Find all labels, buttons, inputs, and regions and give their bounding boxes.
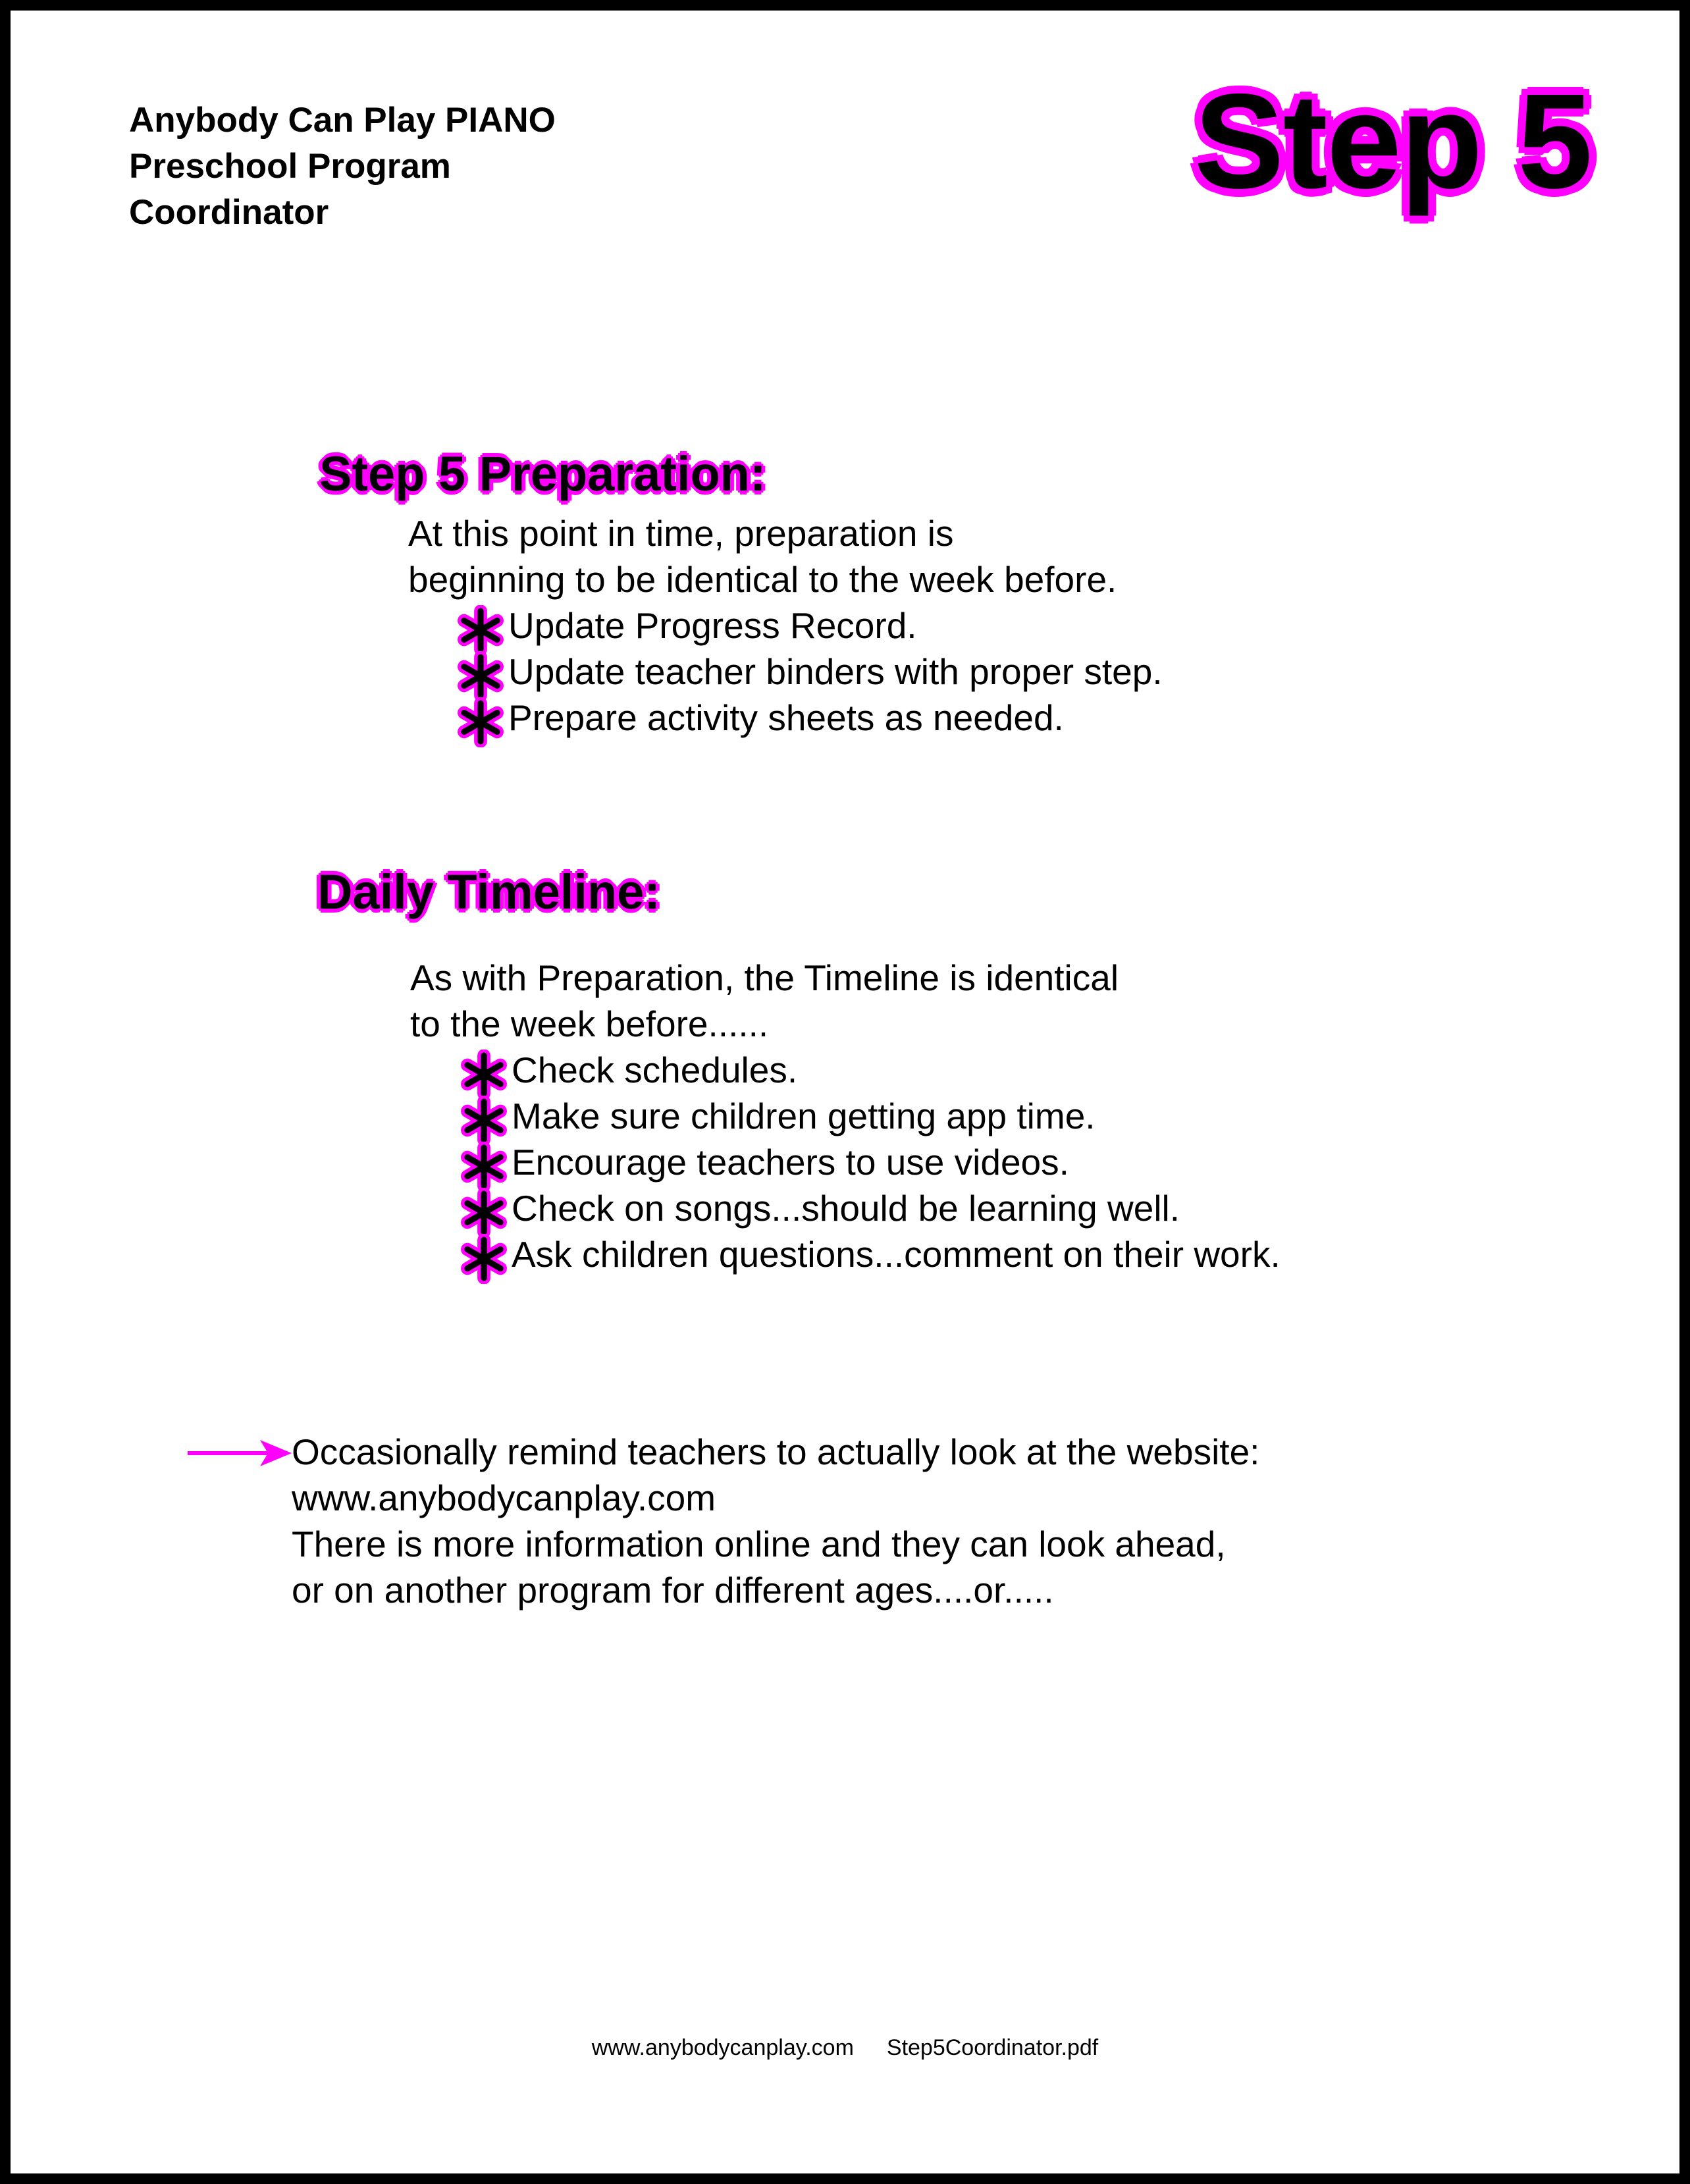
header-line-3: Coordinator: [129, 193, 329, 232]
list-item-text: Prepare activity sheets as needed.: [508, 697, 1064, 738]
reminder-line-1: Occasionally remind teachers to actually look at the website:: [292, 1431, 1260, 1472]
reminder-text: [292, 1429, 1259, 1613]
footer-website: www.anybodycanplay.com: [591, 2035, 854, 2060]
reminder-line-3: There is more information online and they can look ahead,: [292, 1524, 1226, 1564]
list-item-text: Check schedules.: [512, 1050, 798, 1090]
list-item-text: Ask children questions...comment on their work.: [512, 1234, 1281, 1275]
preparation-intro: [408, 510, 1117, 602]
reminder-website: www.anybodycanplay.com: [292, 1478, 716, 1518]
timeline-heading: Daily Timeline:: [317, 865, 660, 919]
list-item-text: Update Progress Record.: [508, 605, 917, 646]
timeline-intro: [410, 955, 1119, 1047]
asterisk-bullet-icon: [459, 1234, 509, 1284]
step-title: Step 5: [1194, 66, 1591, 217]
right-arrow-icon: [188, 1437, 293, 1470]
list-item-text: Encourage teachers to use videos.: [512, 1142, 1069, 1183]
list-item-text: Make sure children getting app time.: [512, 1096, 1096, 1136]
list-item-text: Update teacher binders with proper step.: [508, 651, 1163, 692]
footer-filename: Step5Coordinator.pdf: [886, 2035, 1099, 2060]
preparation-intro-line-2: beginning to be identical to the week before.: [408, 559, 1117, 600]
asterisk-bullet-icon: [459, 1096, 509, 1146]
asterisk-bullet-icon: [456, 697, 506, 747]
preparation-heading: Step 5 Preparation:: [319, 446, 766, 501]
timeline-intro-line-1: As with Preparation, the Timeline is identical: [410, 957, 1119, 998]
document-header: [129, 97, 556, 236]
preparation-intro-line-1: At this point in time, preparation is: [408, 513, 954, 554]
timeline-intro-line-2: to the week before......: [410, 1003, 769, 1044]
asterisk-bullet-icon: [459, 1050, 509, 1100]
asterisk-bullet-icon: [456, 651, 506, 701]
header-line-1: Anybody Can Play PIANO: [129, 101, 556, 140]
list-item-text: Check on songs...should be learning well.: [512, 1188, 1180, 1229]
asterisk-bullet-icon: [456, 605, 506, 655]
header-line-2: Preschool Program: [129, 147, 451, 186]
page-footer: [0, 2035, 1690, 2061]
asterisk-bullet-icon: [459, 1142, 509, 1192]
reminder-line-4: or on another program for different ages....or.....: [292, 1570, 1054, 1611]
asterisk-bullet-icon: [459, 1188, 509, 1238]
